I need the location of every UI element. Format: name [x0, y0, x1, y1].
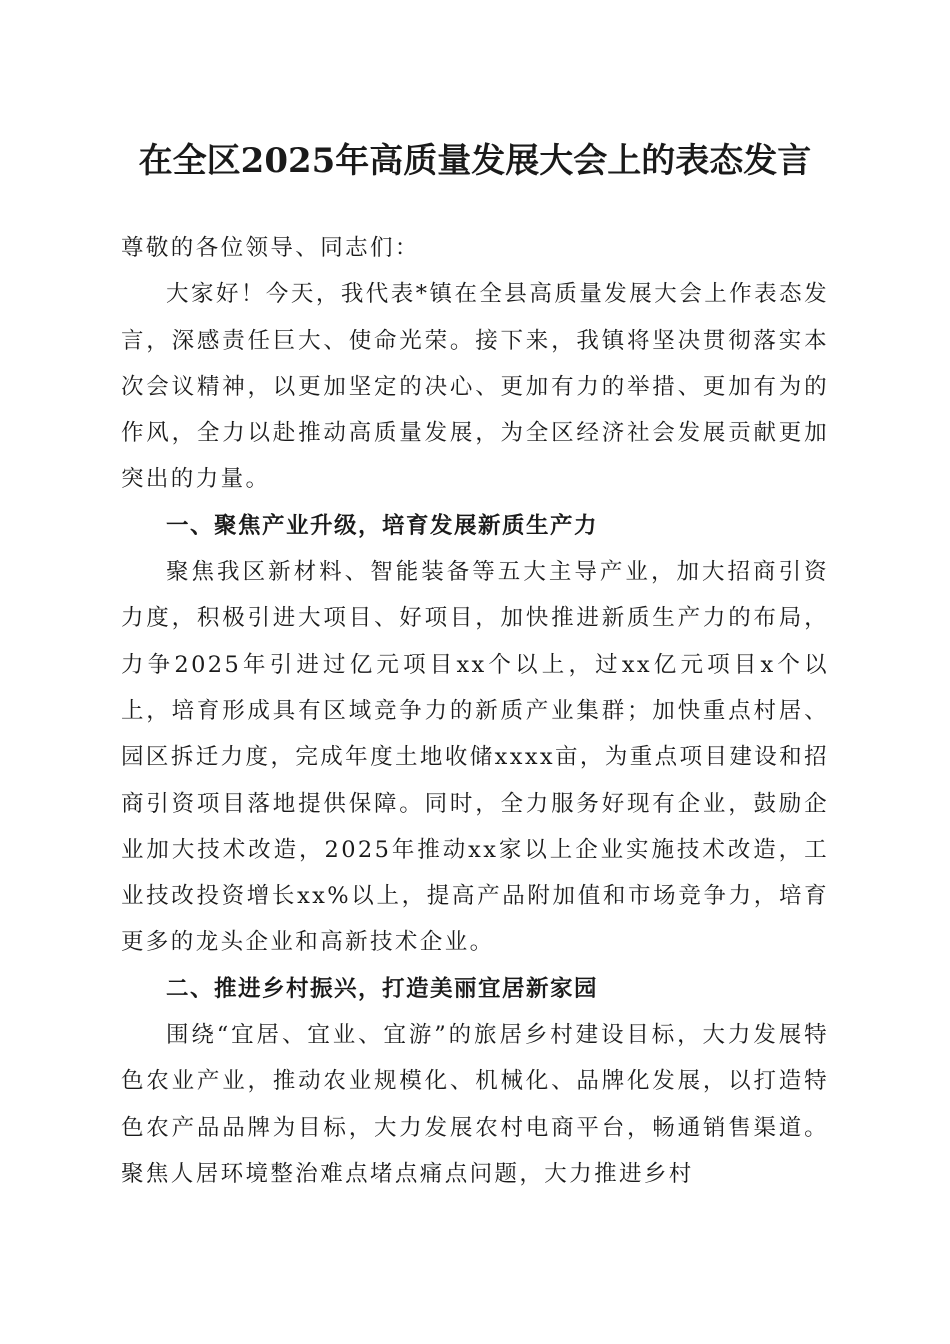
intro-paragraph: 大家好！今天，我代表*镇在全县高质量发展大会上作表态发言，深感责任巨大、使命光荣。接下来，我镇将坚决贯彻落实本次会议精神，以更加坚定的决心、更加有力的举措、更加有为的作风，全力以赴推动高质量发展，为全区经济社会发展贡献更加突出的力量。	[121, 281, 829, 493]
section-2-paragraph: 围绕“宜居、宜业、宜游”的旅居乡村建设目标，大力发展特色农业产业，推动农业规模化、机械化、品牌化发展，以打造特色农产品品牌为目标，大力发展农村电商平台，畅通销售渠道。聚焦人居环境整治难点堵点痛点问题，大力推进乡村	[121, 1022, 829, 1187]
section-1-heading: 一、聚焦产业升级，培育发展新质生产力	[166, 512, 599, 539]
section-2-heading: 二、推进乡村振兴，打造美丽宜居新家园	[166, 975, 599, 1002]
salutation: 尊敬的各位领导、同志们：	[121, 235, 420, 261]
document-title: 在全区2025年高质量发展大会上的表态发言	[138, 141, 812, 181]
section-1-paragraph: 聚焦我区新材料、智能装备等五大主导产业，加大招商引资力度，积极引进大项目、好项目，加快推进新质生产力的布局，力争2025年引进过亿元项目xx个以上，过xx亿元项目x个以上，培育形成具有区域竞争力的新质产业集群；加快重点村居、园区拆迁力度，完成年度土地收储xxxx亩，为重点项目建设和招商引资项目落地提供保障。同时，全力服务好现有企业，鼓励企业加大技术改造，2025年推动xx家以上企业实施技术改造，工业技改投资增长xx%以上，提高产品附加值和市场竞争力，培育更多的龙头企业和高新技术企业。	[121, 559, 829, 956]
document-body	[121, 225, 829, 1197]
